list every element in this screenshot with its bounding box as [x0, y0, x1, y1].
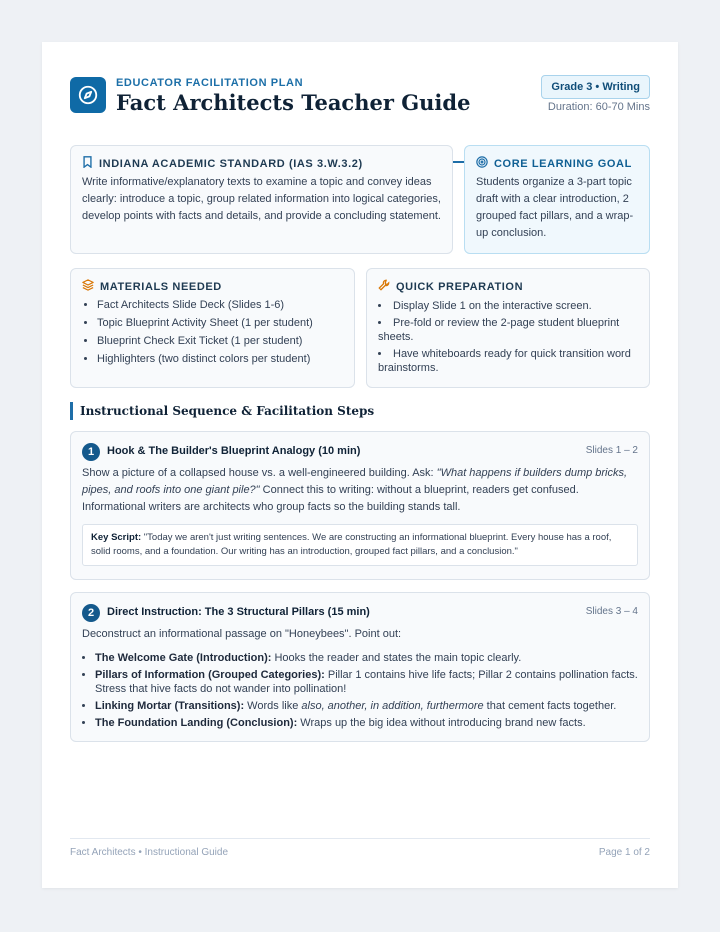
key-script-box — [82, 524, 638, 566]
prep-list — [378, 299, 638, 375]
step-slides: Slides 3 – 4 — [585, 606, 638, 617]
goal-text: Students organize a 3-part topic draft with a clear introduction, 2 grouped fact pillars, and a wrap-up conclusion. — [476, 176, 634, 239]
header-eyebrow: EDUCATOR FACILITATION PLAN — [116, 77, 304, 89]
document-header — [70, 75, 650, 130]
list-item: • The Welcome Gate (Introduction): Hooks the reader and states the main topic clearly. — [95, 651, 638, 665]
document-page — [42, 42, 678, 888]
bookmark-icon — [82, 156, 93, 171]
step-description: Show a picture of a collapsed house vs. a well-engineered building. Ask: "What happens if builders dump bricks, pipes, and roofs into one giant pile?" Connect this to writing: without a blueprint, readers get confused. Informational writers are architects who group facts so the building stands tall. — [82, 467, 628, 513]
list-item: • Pre-fold or review the 2-page student blueprint sheets. — [378, 316, 638, 344]
list-item: • Have whiteboards ready for quick transition word brainstorms. — [378, 347, 638, 375]
list-item: • Linking Mortar (Transitions): Words like also, another, in addition, furthermore that cement facts together. — [95, 699, 638, 713]
prep-heading: QUICK PREPARATION — [396, 280, 524, 293]
goal-box — [464, 145, 650, 254]
step-body — [82, 465, 638, 566]
list-item: • Blueprint Check Exit Ticket (1 per student) — [97, 333, 343, 350]
step-intro: Deconstruct an informational passage on "Honeybees". Point out: — [82, 628, 402, 640]
standard-box — [70, 145, 453, 254]
prep-list-wrap — [378, 299, 638, 378]
grade-badge: Grade 3 • Writing — [541, 75, 650, 99]
footer-title: Fact Architects • Instructional Guide — [70, 847, 229, 858]
prep-box — [366, 268, 650, 388]
list-item: • Display Slide 1 on the interactive screen. — [378, 299, 638, 313]
footer-divider — [70, 838, 650, 839]
list-item: • Fact Architects Slide Deck (Slides 1-6) — [97, 297, 343, 314]
compass-icon — [70, 77, 106, 113]
section-title: Instructional Sequence & Facilitation Steps — [80, 404, 375, 418]
pillars-list — [82, 651, 638, 730]
list-item: • Topic Blueprint Activity Sheet (1 per student) — [97, 315, 343, 332]
key-script-text: "Today we aren't just writing sentences. We are constructing an informational blueprint. Every house has a roof, solid rooms, and a foundation. Our writing has an introduction, grouped fact pillars, and a conclusion." — [91, 532, 612, 557]
step-slides: Slides 1 – 2 — [585, 445, 638, 456]
list-item: • The Foundation Landing (Conclusion): Wraps up the big idea without introducing brand new facts. — [95, 716, 638, 730]
step-card-2 — [70, 592, 650, 742]
step-title: Hook & The Builder's Blueprint Analogy (10 min) — [107, 445, 361, 457]
materials-heading: MATERIALS NEEDED — [100, 280, 222, 293]
step-number: 1 — [82, 443, 100, 461]
layers-icon — [82, 279, 94, 294]
section-heading — [70, 402, 374, 420]
step-body — [82, 626, 638, 733]
duration-label: Duration: 60-70 Mins — [547, 101, 650, 113]
standard-text: Write informative/explanatory texts to examine a topic and convey ideas clearly: introduce a topic, group related information into logical categories, develop points with facts and details, and provide a concluding statement. — [82, 176, 441, 222]
step-title: Direct Instruction: The 3 Structural Pillars (15 min) — [107, 606, 370, 618]
list-item: • Pillars of Information (Grouped Categories): Pillar 1 contains hive life facts; Pillar 2 contains pollination facts. Stress that hive facts do not wander into pollination! — [95, 668, 638, 696]
step-quote: "What happens if builders dump bricks, pipes, and roofs into one giant pile?" — [82, 467, 628, 496]
target-icon — [476, 156, 488, 171]
materials-box — [70, 268, 355, 388]
wrench-icon — [378, 279, 390, 294]
goal-heading: CORE LEARNING GOAL — [494, 157, 632, 170]
standard-heading: INDIANA ACADEMIC STANDARD (IAS 3.W.3.2) — [99, 157, 363, 170]
materials-list-wrap — [82, 297, 343, 369]
page-title: Fact Architects Teacher Guide — [116, 90, 471, 115]
step-number: 2 — [82, 604, 100, 622]
page-number: Page 1 of 2 — [598, 847, 650, 858]
section-accent-bar — [70, 402, 73, 420]
list-item: • Highlighters (two distinct colors per student) — [97, 351, 343, 368]
key-script-label: Key Script: — [91, 532, 142, 543]
step-card-1 — [70, 431, 650, 580]
materials-list — [82, 297, 343, 368]
